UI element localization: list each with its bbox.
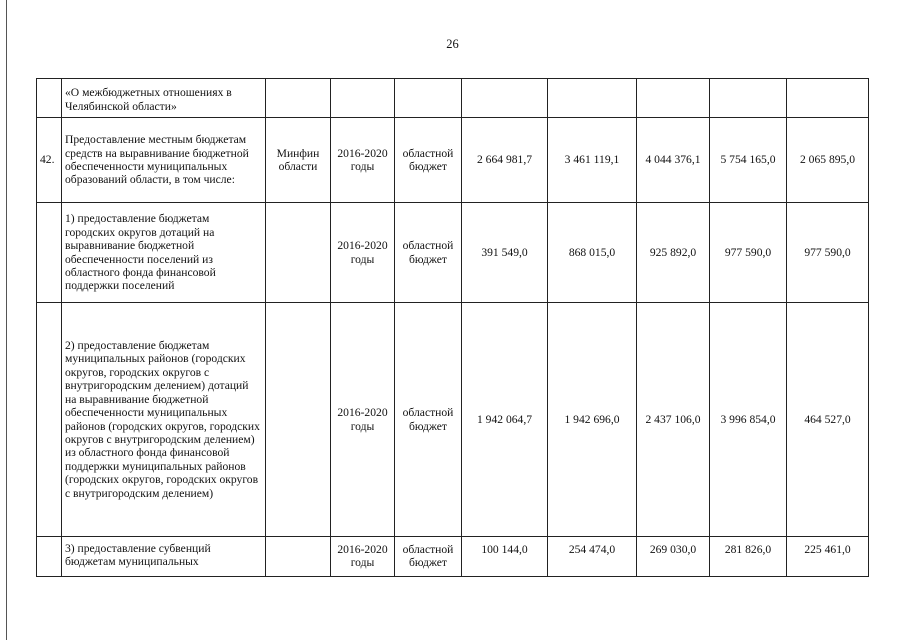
row-value-2018: 4 044 376,1: [637, 118, 710, 203]
row-value-2020: 464 527,0: [787, 303, 869, 537]
row-number: [37, 79, 62, 118]
row-value-2017: 254 474,0: [548, 537, 637, 577]
row-period: 2016-2020 годы: [331, 303, 395, 537]
table-row: [37, 79, 869, 118]
row-value-2016: 391 549,0: [462, 203, 548, 303]
row-description: 3) предоставление субвенций бюджетам муниципальных: [62, 537, 266, 577]
page-margin-line: [6, 0, 7, 640]
row-executor: Минфин области: [266, 118, 331, 203]
row-source: [395, 79, 462, 118]
row-value-2019: 281 826,0: [710, 537, 787, 577]
row-value-2019: 5 754 165,0: [710, 118, 787, 203]
row-executor: [266, 79, 331, 118]
row-number: [37, 203, 62, 303]
row-source: областной бюджет: [395, 118, 462, 203]
row-period: 2016-2020 годы: [331, 537, 395, 577]
row-value-2020: 977 590,0: [787, 203, 869, 303]
row-value-2018: 925 892,0: [637, 203, 710, 303]
table-row: [37, 203, 869, 303]
row-value-2020: [787, 79, 869, 118]
row-executor: [266, 303, 331, 537]
table-row: [37, 303, 869, 537]
row-description: «О межбюджетных отношениях в Челябинской области»: [62, 79, 266, 118]
row-value-2017: [548, 79, 637, 118]
row-number: [37, 303, 62, 537]
budget-table: [36, 78, 869, 577]
table-row: [37, 537, 869, 577]
row-value-2018: 269 030,0: [637, 537, 710, 577]
row-source: областной бюджет: [395, 537, 462, 577]
row-description: 1) предоставление бюджетам городских округов дотаций на выравнивание бюджетной обеспеченности поселений из областного фонда финансовой поддержки поселений: [62, 203, 266, 303]
row-number: [37, 537, 62, 577]
row-value-2019: 3 996 854,0: [710, 303, 787, 537]
row-value-2018: [637, 79, 710, 118]
row-description: Предоставление местным бюджетам средств на выравнивание бюджетной обеспеченности муниципальных образований области, в том числе:: [62, 118, 266, 203]
row-source: областной бюджет: [395, 203, 462, 303]
row-period: 2016-2020 годы: [331, 203, 395, 303]
row-value-2017: 3 461 119,1: [548, 118, 637, 203]
row-description: 2) предоставление бюджетам муниципальных районов (городских округов, городских округов с внутригородским делением) дотаций на выравнивание бюджетной обеспеченности муниципальных районов (городских округов, городских округов с внутригородским делением) из областного фонда финансовой поддержки муниципальных районов (городских округов, городских округов с внутригородским делением): [62, 303, 266, 537]
row-executor: [266, 203, 331, 303]
page-number: 26: [446, 37, 459, 51]
row-value-2016: 1 942 064,7: [462, 303, 548, 537]
row-value-2020: 225 461,0: [787, 537, 869, 577]
row-value-2017: 868 015,0: [548, 203, 637, 303]
row-number: 42.: [37, 118, 62, 203]
row-value-2016: 2 664 981,7: [462, 118, 548, 203]
row-value-2019: 977 590,0: [710, 203, 787, 303]
row-value-2016: [462, 79, 548, 118]
row-value-2018: 2 437 106,0: [637, 303, 710, 537]
table-row: [37, 118, 869, 203]
row-period: [331, 79, 395, 118]
row-value-2019: [710, 79, 787, 118]
row-value-2017: 1 942 696,0: [548, 303, 637, 537]
row-executor: [266, 537, 331, 577]
row-value-2016: 100 144,0: [462, 537, 548, 577]
row-period: 2016-2020 годы: [331, 118, 395, 203]
row-source: областной бюджет: [395, 303, 462, 537]
row-value-2020: 2 065 895,0: [787, 118, 869, 203]
